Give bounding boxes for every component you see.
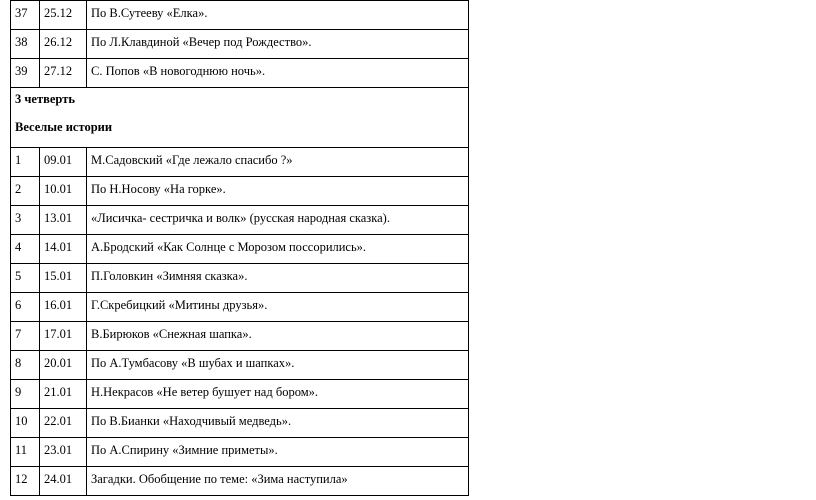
lesson-title: По В.Бианки «Находчивый медведь». [87,409,469,438]
lesson-title: По Н.Носову «На горке». [87,177,469,206]
table-row [11,438,469,467]
lesson-date: 22.01 [40,409,87,438]
lesson-date: 10.01 [40,177,87,206]
lesson-date: 17.01 [40,322,87,351]
lesson-plan-table [10,0,469,496]
lesson-title: Г.Скребицкий «Митины друзья». [87,293,469,322]
lesson-number: 5 [11,264,40,293]
table-row [11,1,469,30]
table-row [11,409,469,438]
table-row [11,30,469,59]
table-body-before [11,1,469,88]
lesson-title: По Л.Клавдиной «Вечер под Рождество». [87,30,469,59]
lesson-title: «Лисичка- сестричка и волк» (русская народная сказка). [87,206,469,235]
lesson-date: 24.01 [40,467,87,496]
lesson-date: 23.01 [40,438,87,467]
table-row [11,264,469,293]
quarter-header-cell [11,88,469,148]
table-row [11,206,469,235]
lesson-date: 21.01 [40,380,87,409]
lesson-number: 37 [11,1,40,30]
lesson-title: По А.Спирину «Зимние приметы». [87,438,469,467]
table-row [11,235,469,264]
quarter-header-body [11,88,469,148]
lesson-number: 39 [11,59,40,88]
table-row [11,148,469,177]
lesson-number: 12 [11,467,40,496]
lesson-number: 1 [11,148,40,177]
lesson-number: 4 [11,235,40,264]
table-row [11,322,469,351]
lesson-date: 13.01 [40,206,87,235]
lesson-number: 11 [11,438,40,467]
lesson-number: 8 [11,351,40,380]
lesson-title: По А.Тумбасову «В шубах и шапках». [87,351,469,380]
table-row [11,351,469,380]
table-row [11,177,469,206]
lesson-title: П.Головкин «Зимняя сказка». [87,264,469,293]
lesson-title: Загадки. Обобщение по теме: «Зима наступила» [87,467,469,496]
lesson-title: М.Садовский «Где лежало спасибо ?» [87,148,469,177]
table-row [11,59,469,88]
lesson-number: 6 [11,293,40,322]
quarter-title: 3 четверть [15,92,75,106]
lesson-title: С. Попов «В новогоднюю ночь». [87,59,469,88]
table-row [11,380,469,409]
table-body-after [11,148,469,496]
lesson-date: 20.01 [40,351,87,380]
lesson-date: 16.01 [40,293,87,322]
table-row [11,467,469,496]
quarter-header-row [11,88,469,148]
lesson-date: 27.12 [40,59,87,88]
lesson-date: 26.12 [40,30,87,59]
lesson-date: 25.12 [40,1,87,30]
lesson-number: 10 [11,409,40,438]
lesson-number: 7 [11,322,40,351]
section-title: Веселые истории [15,120,113,134]
lesson-title: По В.Сутееву «Елка». [87,1,469,30]
lesson-number: 9 [11,380,40,409]
lesson-title: В.Бирюков «Снежная шапка». [87,322,469,351]
lesson-title: А.Бродский «Как Солнце с Морозом поссорились». [87,235,469,264]
lesson-date: 09.01 [40,148,87,177]
lesson-title: Н.Некрасов «Не ветер бушует над бором». [87,380,469,409]
table-row [11,293,469,322]
lesson-date: 14.01 [40,235,87,264]
lesson-number: 38 [11,30,40,59]
lesson-date: 15.01 [40,264,87,293]
lesson-number: 3 [11,206,40,235]
lesson-number: 2 [11,177,40,206]
